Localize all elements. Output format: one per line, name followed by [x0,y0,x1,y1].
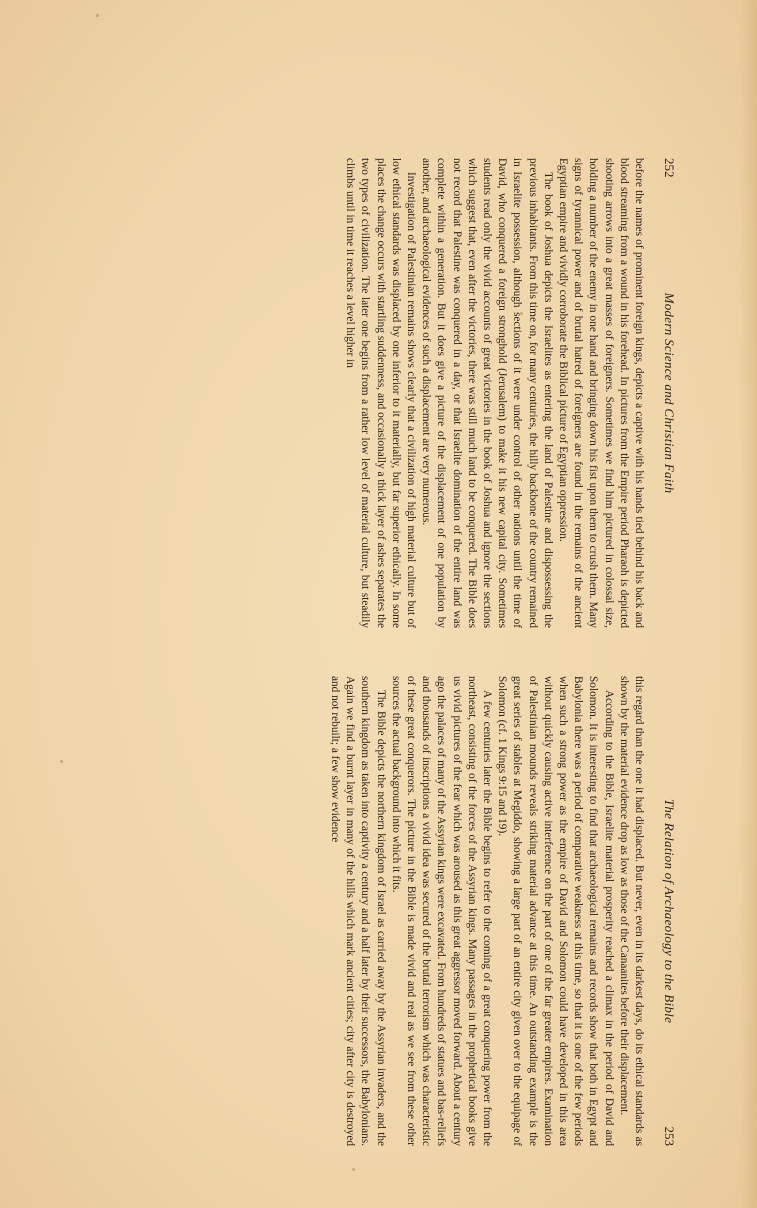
paragraph: this regard than the one it had displaced. But never, even in its darkest days, do its ethical standards as shown by the material evidence drop as low as those of the Canaanites before their displacement. [617,676,645,1146]
right-running-title: The Relation of Archaeology to the Bible [662,798,677,1024]
paragraph: According to the Bible, Israelite material prosperity reached a climax in the period of David and Solomon. It is interesting to find that archaeological remains and records show that both in Egypt and Babylonia there was a period of comparative weakness at this time, so that it is one of the few periods when such a strong power as the empire of David and Solomon could have developed in this area without quickly causing active interference on the part of one of the far greater empires. Examination of Palestinian mounds reveals striking material advance at this time. An outstanding example is the great series of stables at Megiddo, showing a large part of an entire city given over to the equipage of Solomon (cf. 1 Kings 9:15 and 19). [496,676,615,1146]
right-page-body [327,676,646,1146]
paragraph: before the names of prominent foreign kings, depicts a captive with his hands tied behind his back and blood streaming from a wound in his forehead. In pictures from the Empire period Pharaoh is depicted shooting arrows into a great masses of foreigners. Sometimes we find him pictured in colossal size, holding a number of the enemy in one hand and bringing down his fist upon them to crush them. Many signs of tyrannical power and of brutal hatred of foreigners are found in the remains of the ancient Egyptian empire and vividly corroborate the Biblical picture of Egyptian oppression. [556,158,645,628]
left-page-number: 252 [662,158,677,178]
left-page-body [342,158,646,628]
left-running-title: Modern Science and Christian Faith [662,292,677,494]
paragraph: Investigation of Palestinian remains shows clearly that a civilization of high material culture but of low ethical standards was displaced by one inferior to it materially, but far superior ethically. In some places the change occurs with startling suddenness, and occasionally a thick layer of ashes separates the two types of civilization. The later one begins from a rather low level of material culture, but steadily climbs until in time it reaches a level higher in [344,158,417,628]
paragraph: The book of Joshua depicts the Israelites as entering the land of Palestine and dispossessing the previous inhabitants. From this time on, for many centuries, the hilly backbone of the country remained in Israelite possession, although sections of it were under control of other nations until the time of David, who conquered a foreign stronghold (Jerusalem) to make it his new capital city. Sometimes students read only the vivid accounts of great victories in the book of Joshua and ignore the sections which suggest that, even after the victories, there was still much land to be conquered. The Bible does not record that Palestine was conquered in a day, or that Israelite domination of the entire land was complete within a generation. But it does give a picture of the displacement of one population by another, and archaeological evidences of such a displacement are very numerous. [420,158,554,628]
left-page-header [659,158,679,628]
right-page-header [659,676,679,1146]
right-page [0,676,757,1146]
paragraph: A few centuries later the Bible begins to refer to the coming of a great conquering power from the northeast, consisting of the forces of the Assyrian kings. Many passages in the prophetical books give us vivid pictures of the fear which was aroused as this great aggressor moved forward. About a century ago the palaces of many of the Assyrian kings were excavated. From hundreds of statues and bas-reliefs and thousands of inscriptions a vivid idea was secured of the brutal terrorism which was characteristic of these great conquerors. The picture in the Bible is made vivid and real as we see from these other sources the actual background into which it fits. [389,676,493,1146]
paragraph: The Bible depicts the northern kingdom of Israel as carried away by the Assyrian invaders, and the southern kingdom as taken into captivity a century and a half later by their successors, the Babylonians. Again we find a burnt layer in many of the hills which mark ancient cities; city after city is destroyed and not rebuilt; a few show evidence [328,676,387,1146]
left-page [0,158,757,628]
right-page-number: 253 [662,1126,677,1146]
